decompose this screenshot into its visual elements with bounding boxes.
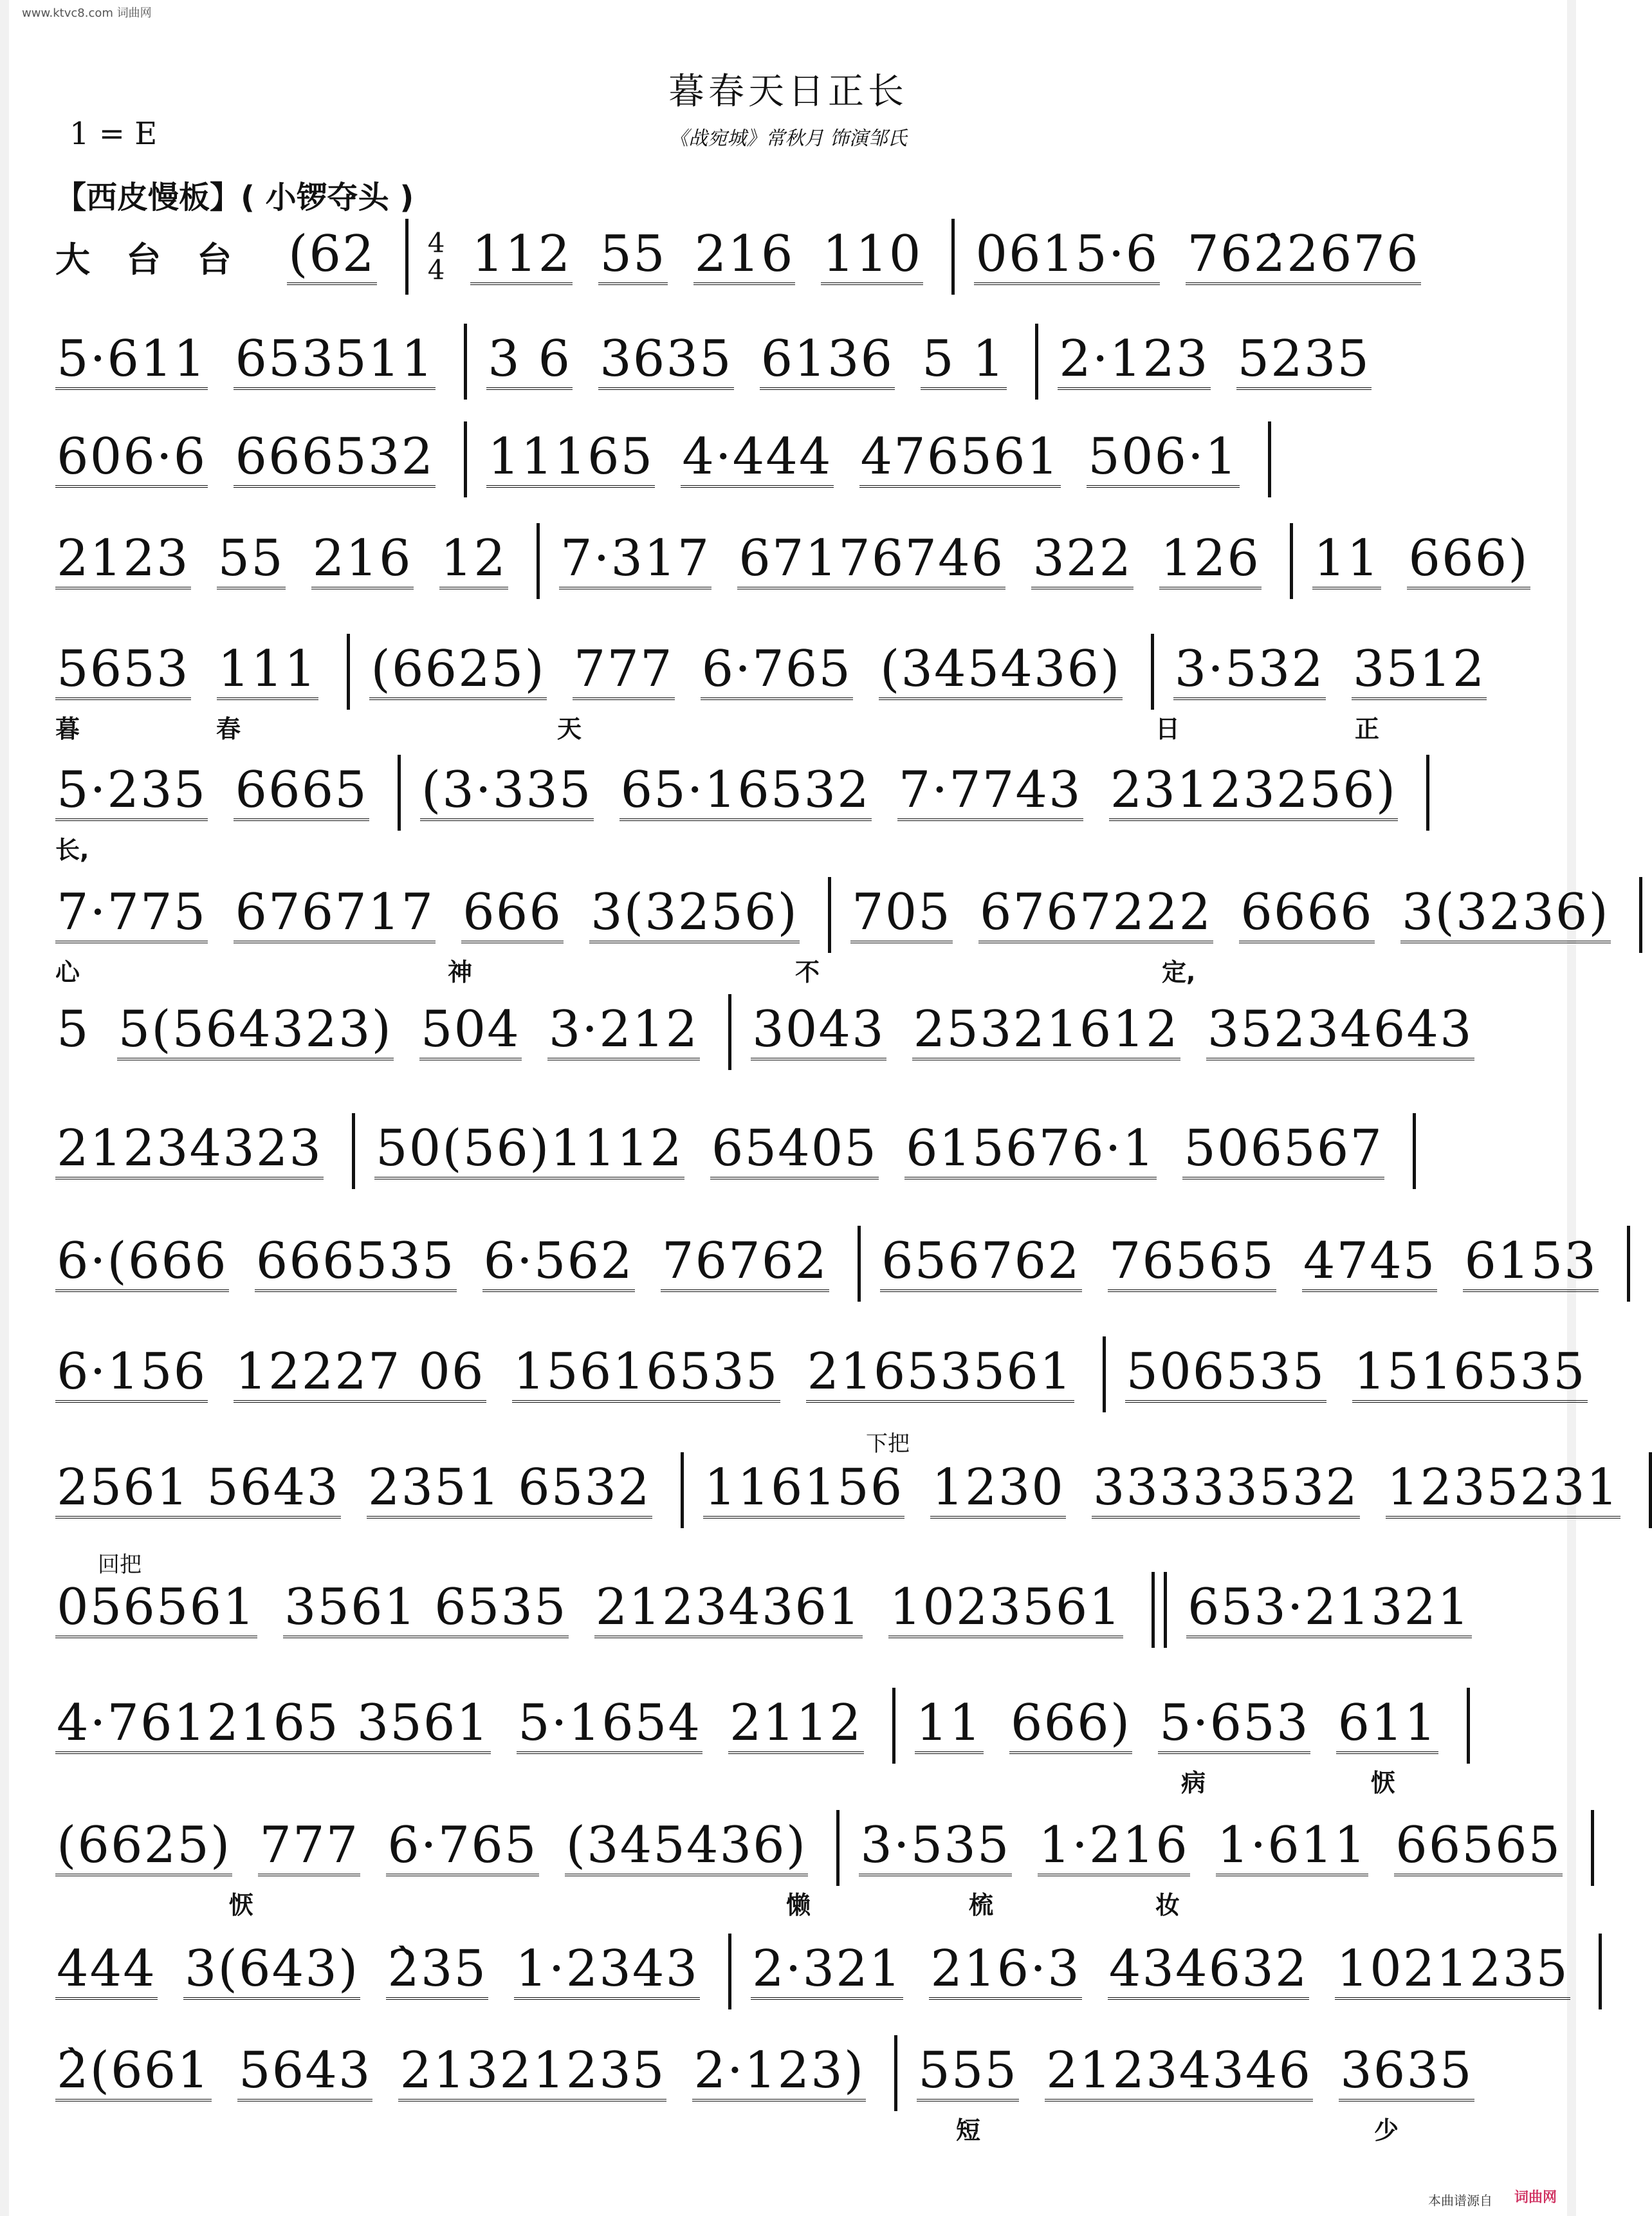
score-line bbox=[55, 1116, 1509, 1213]
note-group: 322 bbox=[1031, 533, 1133, 589]
lyrics-row bbox=[55, 952, 1509, 986]
key-signature: 1 = E bbox=[69, 116, 158, 152]
footer-logo[interactable]: 词曲网 bbox=[1514, 2190, 1557, 2206]
note-group: 5·653 bbox=[1158, 1697, 1310, 1754]
lyric-char: 心 bbox=[55, 958, 80, 986]
lyrics-row bbox=[55, 1885, 1509, 1919]
page-subtitle: 《战宛城》常秋月 饰演邹氏 bbox=[669, 127, 907, 150]
footer-source-note: 本曲谱源自 bbox=[1428, 2193, 1492, 2208]
note-group: 2̀35 bbox=[386, 1943, 488, 2000]
note-group: 1021235 bbox=[1335, 1943, 1570, 2000]
score-line bbox=[55, 1552, 1509, 1672]
barline bbox=[828, 877, 831, 953]
note-group: 3635 bbox=[1339, 2045, 1474, 2101]
barline bbox=[1290, 523, 1293, 599]
note-group: 5·235 bbox=[55, 764, 208, 821]
score-line bbox=[55, 1229, 1597, 1325]
note-group: 6·(666 bbox=[55, 1235, 229, 1292]
site-url[interactable]: www.ktvc8.com 词曲网 bbox=[22, 6, 152, 20]
tempo-marking: 【西皮慢板】( 小锣夺头 ) bbox=[55, 180, 414, 216]
note-group: 666) bbox=[1407, 533, 1530, 589]
note-group: 11 bbox=[915, 1697, 984, 1754]
note-group: 65·16532 bbox=[620, 764, 872, 821]
note-group: 6767222 bbox=[978, 887, 1213, 943]
note-group: 21234323 bbox=[55, 1123, 324, 1179]
note-group: 21653561 bbox=[806, 1346, 1074, 1403]
note-group: 506567 bbox=[1182, 1123, 1384, 1179]
note-group: 6665 bbox=[234, 764, 369, 821]
note-group: 112 bbox=[470, 228, 573, 285]
note-group: 11 bbox=[1312, 533, 1381, 589]
note-group: 506·1 bbox=[1087, 431, 1239, 488]
note-group: 666535 bbox=[255, 1235, 457, 1292]
note-group: 2561 5643 bbox=[55, 1462, 341, 1519]
note-group: 5653 bbox=[55, 643, 191, 700]
line-notes bbox=[55, 640, 1509, 699]
lyric-char: 恹 bbox=[229, 1891, 254, 1919]
note-group: 110 bbox=[821, 228, 923, 285]
note-group: 111 bbox=[217, 643, 319, 700]
note-group: 1516535 bbox=[1352, 1346, 1587, 1403]
note-group: 666532 bbox=[234, 431, 436, 488]
note-group: 25321612 bbox=[912, 1004, 1180, 1060]
note-group: 2351 6532 bbox=[367, 1462, 652, 1519]
score-line bbox=[55, 880, 1610, 986]
score-line bbox=[55, 637, 1509, 743]
note-group: 653511 bbox=[234, 333, 436, 390]
lyric-char: 妆 bbox=[1155, 1891, 1180, 1919]
note-group: 5235 bbox=[1236, 333, 1372, 390]
barline bbox=[405, 219, 408, 295]
barline bbox=[1639, 877, 1642, 953]
note-group: (3·335 bbox=[420, 764, 594, 821]
line-notes bbox=[55, 1694, 1509, 1753]
barline bbox=[836, 1810, 840, 1886]
lyrics-row bbox=[55, 1763, 1509, 1797]
double-barline bbox=[1152, 1572, 1167, 1648]
lyrics-row bbox=[55, 830, 1509, 864]
lyric-char: 定, bbox=[1162, 958, 1196, 986]
note-group: 1·216 bbox=[1038, 1820, 1190, 1876]
score-line bbox=[55, 327, 1509, 423]
note-group: 21321235 bbox=[398, 2045, 666, 2101]
note-group: 6·562 bbox=[482, 1235, 635, 1292]
line-notes bbox=[55, 1343, 1586, 1401]
note-group: 1235231 bbox=[1386, 1462, 1620, 1519]
note-group: 7·775 bbox=[55, 887, 208, 943]
note-group: 2·123) bbox=[692, 2045, 866, 2101]
note-group: 5 1 bbox=[921, 333, 1007, 390]
line-notes bbox=[55, 225, 1509, 286]
score-line bbox=[55, 1691, 1509, 1797]
note-group: 65405 bbox=[710, 1123, 879, 1179]
lyrics-row bbox=[55, 709, 1509, 743]
score-line bbox=[55, 997, 1509, 1094]
note-group: 1230 bbox=[930, 1462, 1066, 1519]
note-group: 2̀(661 bbox=[55, 2045, 212, 2101]
barline bbox=[398, 755, 401, 831]
note-group: 444 bbox=[55, 1943, 158, 2000]
barline bbox=[1467, 1688, 1470, 1764]
time-top: 4 bbox=[427, 227, 445, 259]
note-group: (345436) bbox=[879, 643, 1123, 700]
line-notes bbox=[55, 1001, 1509, 1059]
note-group: 1023561 bbox=[888, 1582, 1123, 1638]
line-notes bbox=[55, 1120, 1509, 1178]
barline bbox=[537, 523, 540, 599]
note-group: 116156 bbox=[703, 1462, 905, 1519]
lyrics-row bbox=[55, 2110, 1509, 2145]
note-group: 666) bbox=[1009, 1697, 1132, 1754]
note-group: 50(56)1112 bbox=[374, 1123, 684, 1179]
note-group: 3 6 bbox=[486, 333, 573, 390]
lyric-char: 梳 bbox=[969, 1891, 994, 1919]
line-notes bbox=[55, 530, 1529, 588]
score-line bbox=[55, 1937, 1569, 2033]
lyric-char: 恹 bbox=[1371, 1769, 1396, 1797]
note-group: 777 bbox=[258, 1820, 360, 1876]
note-group: 615676·1 bbox=[904, 1123, 1157, 1179]
barline bbox=[1103, 1336, 1106, 1412]
barline bbox=[1268, 421, 1271, 497]
intro-label: 大台台 bbox=[55, 239, 268, 280]
lyric-char: 日 bbox=[1155, 715, 1180, 743]
note-group: 0615·6 bbox=[974, 228, 1160, 285]
note-group: 76565 bbox=[1108, 1235, 1276, 1292]
barline bbox=[858, 1226, 861, 1302]
note-group: 3·532 bbox=[1173, 643, 1326, 700]
note-group: 3635 bbox=[598, 333, 734, 390]
note-group: 6·765 bbox=[386, 1820, 538, 1876]
barline bbox=[1599, 1934, 1602, 2009]
note-group: 11165 bbox=[486, 431, 655, 488]
note-group: 55 bbox=[217, 533, 286, 589]
note-group: 6153 bbox=[1463, 1235, 1599, 1292]
note-group: 2·321 bbox=[751, 1943, 903, 2000]
note-group: 777 bbox=[573, 643, 675, 700]
note-group: (6625) bbox=[369, 643, 546, 700]
line-notes bbox=[55, 330, 1509, 389]
note-group: 3·212 bbox=[547, 1004, 700, 1060]
barline bbox=[728, 994, 731, 1070]
note-group: 5·611 bbox=[55, 333, 208, 390]
annotation-huiba: 回把 bbox=[98, 1552, 142, 1578]
note-group: 5(564323) bbox=[117, 1004, 394, 1060]
note-group: 606·6 bbox=[55, 431, 208, 488]
note-group: 6666 bbox=[1239, 887, 1375, 943]
note-group: 216 bbox=[693, 228, 796, 285]
note-group: 12227 06 bbox=[234, 1346, 486, 1403]
note-group: 555 bbox=[917, 2045, 1019, 2101]
annotation-xiaba: 下把 bbox=[866, 1431, 910, 1457]
note-group: 126 bbox=[1159, 533, 1262, 589]
note-group: 762̇2676 bbox=[1186, 228, 1420, 285]
note-group: 4·7612165 3561 bbox=[55, 1697, 491, 1754]
note-group: 3043 bbox=[751, 1004, 886, 1060]
note-group: 6·765 bbox=[701, 643, 853, 700]
score-line bbox=[55, 1813, 1562, 1919]
barline bbox=[1649, 1452, 1652, 1528]
note-group: 67176746 bbox=[737, 533, 1005, 589]
note-group: 5643 bbox=[237, 2045, 373, 2101]
note-group: 3561 6535 bbox=[283, 1582, 569, 1638]
note-group: 1·611 bbox=[1216, 1820, 1368, 1876]
note-group: 653·21321 bbox=[1186, 1582, 1472, 1638]
note-group: 21234346 bbox=[1045, 2045, 1313, 2101]
note-group: 76762 bbox=[661, 1235, 829, 1292]
line-notes bbox=[55, 428, 1509, 486]
score-line bbox=[55, 526, 1529, 623]
score-line bbox=[55, 2038, 1509, 2145]
barline bbox=[464, 324, 467, 400]
barline bbox=[352, 1113, 355, 1189]
line-notes bbox=[55, 1232, 1597, 1291]
note-group: 7·7743 bbox=[897, 764, 1083, 821]
line-notes bbox=[55, 1940, 1569, 1999]
line-notes bbox=[55, 883, 1610, 942]
barline bbox=[892, 1688, 895, 1764]
barline bbox=[1035, 324, 1038, 400]
note-group: 2123 bbox=[55, 533, 191, 589]
note-group: 056561 bbox=[55, 1582, 257, 1638]
note-group: 506535 bbox=[1125, 1346, 1327, 1403]
note-group: 6136 bbox=[760, 333, 895, 390]
note-group: 2·123 bbox=[1058, 333, 1210, 390]
left-margin-strip bbox=[0, 0, 9, 2216]
note-group: 504 bbox=[419, 1004, 522, 1060]
note-group: (62 bbox=[287, 228, 377, 285]
note-group: 3512 bbox=[1352, 643, 1487, 700]
note-group: 55 bbox=[598, 228, 667, 285]
note-group: 476561 bbox=[859, 431, 1061, 488]
score-line bbox=[55, 425, 1509, 521]
barline bbox=[1426, 755, 1429, 831]
lyric-char: 长, bbox=[55, 836, 89, 864]
note-group: 434632 bbox=[1108, 1943, 1310, 2000]
note-group: 611 bbox=[1336, 1697, 1438, 1754]
score-line bbox=[55, 758, 1509, 864]
note-group: 35234643 bbox=[1206, 1004, 1474, 1060]
line-notes bbox=[55, 2042, 1509, 2100]
right-margin-strip bbox=[1567, 0, 1576, 2216]
score-line bbox=[55, 1431, 1620, 1552]
note-group: 5·1654 bbox=[517, 1697, 702, 1754]
line-notes bbox=[55, 1459, 1620, 1517]
barline bbox=[347, 634, 350, 710]
note-group: 1·2343 bbox=[514, 1943, 700, 2000]
lyric-char: 神 bbox=[448, 958, 473, 986]
note-group: 216 bbox=[311, 533, 414, 589]
note-group: 4745 bbox=[1302, 1235, 1438, 1292]
note-group: 21234361 bbox=[594, 1582, 863, 1638]
note-group: 2112 bbox=[728, 1697, 864, 1754]
note-group: (6625) bbox=[55, 1820, 232, 1876]
note-group: 4·444 bbox=[681, 431, 833, 488]
note-group: 676717 bbox=[234, 887, 436, 943]
note-group: 656762 bbox=[880, 1235, 1082, 1292]
lyric-char: 短 bbox=[956, 2116, 981, 2145]
note-group: 66565 bbox=[1394, 1820, 1563, 1876]
barline bbox=[1591, 1810, 1594, 1886]
note-group: 7·317 bbox=[559, 533, 711, 589]
note-group: 12 bbox=[439, 533, 508, 589]
line-notes bbox=[55, 761, 1509, 820]
barline bbox=[951, 219, 955, 295]
note-group: 33333532 bbox=[1092, 1462, 1360, 1519]
line-notes bbox=[55, 1578, 1509, 1637]
barline bbox=[1151, 634, 1154, 710]
barline bbox=[894, 2035, 897, 2111]
barline bbox=[464, 421, 467, 497]
page-title: 暮春天日正长 bbox=[668, 71, 908, 113]
note-group: 216·3 bbox=[929, 1943, 1081, 2000]
lyric-char: 天 bbox=[557, 715, 582, 743]
time-bottom: 4 bbox=[427, 254, 445, 286]
note-group: 15616535 bbox=[512, 1346, 780, 1403]
barline bbox=[728, 1934, 731, 2009]
barline bbox=[1627, 1226, 1630, 1302]
note-group: (345436) bbox=[565, 1820, 809, 1876]
lyric-char: 春 bbox=[216, 715, 241, 743]
lyric-char: 少 bbox=[1374, 2116, 1399, 2145]
note-group: 23123256) bbox=[1109, 764, 1398, 821]
note-group: 5 bbox=[57, 1001, 90, 1058]
lyric-char: 不 bbox=[795, 958, 820, 986]
lyric-char: 暮 bbox=[55, 715, 80, 743]
note-group: 3(643) bbox=[183, 1943, 360, 2000]
note-group: 6·156 bbox=[55, 1346, 208, 1403]
note-group: 3·535 bbox=[859, 1820, 1011, 1876]
line-notes bbox=[55, 1816, 1562, 1875]
note-group: 666 bbox=[461, 887, 564, 943]
lyric-char: 懒 bbox=[786, 1891, 811, 1919]
note-group: 3(3236) bbox=[1400, 887, 1611, 943]
note-group: 3(3256) bbox=[589, 887, 800, 943]
note-group: 705 bbox=[850, 887, 953, 943]
lyric-char: 正 bbox=[1355, 715, 1380, 743]
lyric-char: 病 bbox=[1181, 1769, 1206, 1797]
score-line bbox=[55, 1340, 1586, 1436]
barline bbox=[681, 1452, 684, 1528]
barline bbox=[1413, 1113, 1416, 1189]
time-signature bbox=[427, 227, 445, 286]
score-line bbox=[55, 222, 1509, 319]
